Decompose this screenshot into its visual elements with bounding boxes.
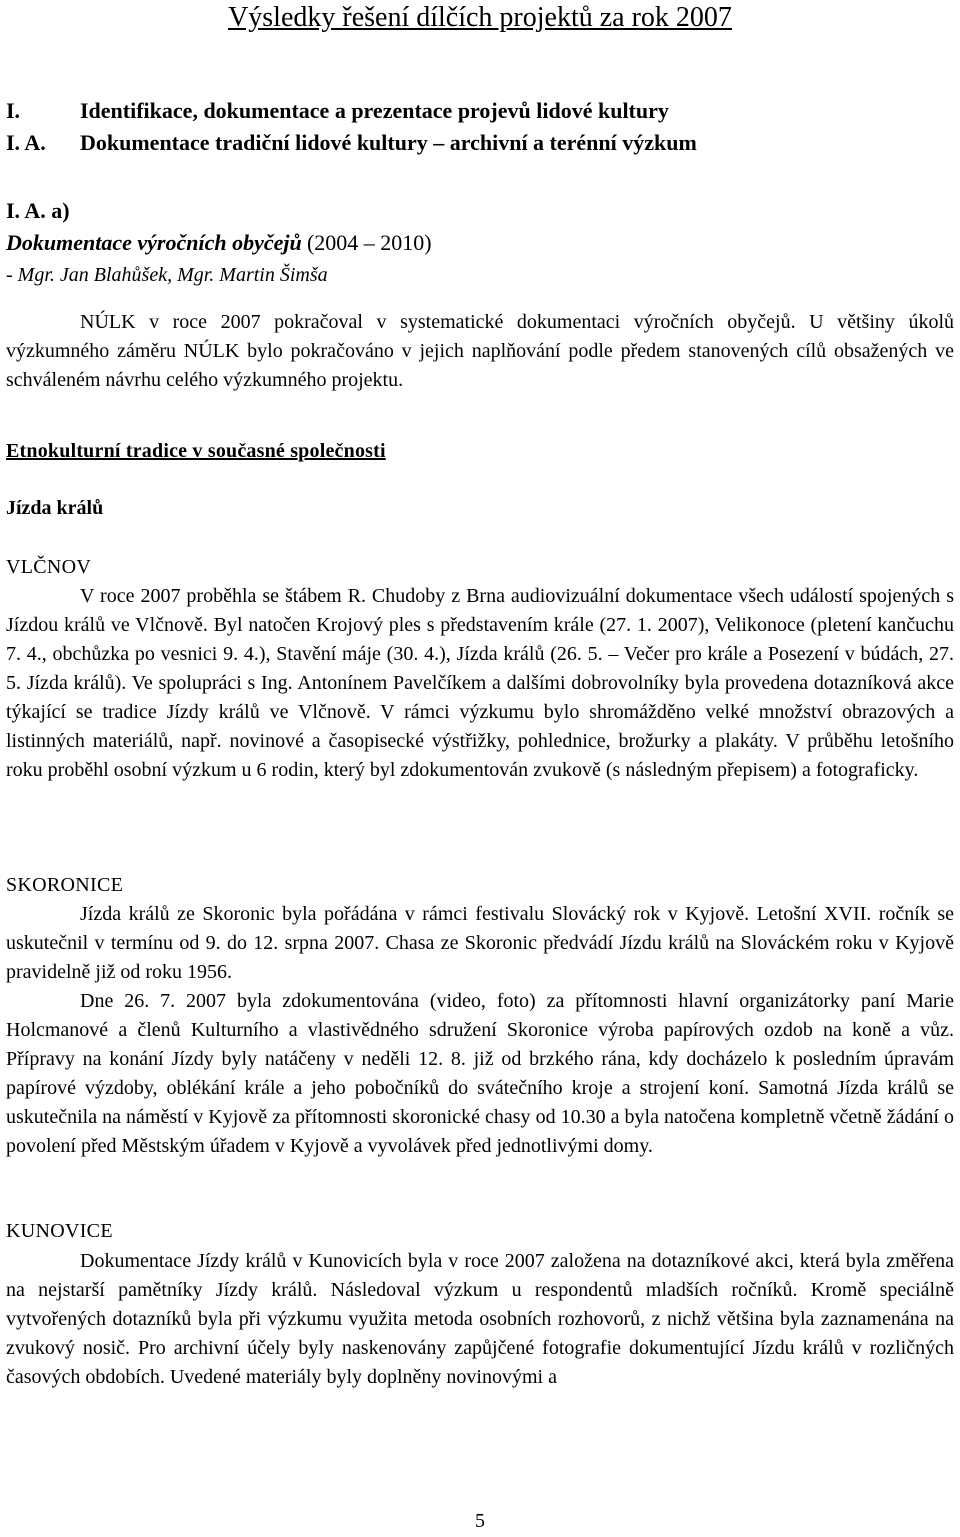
- section-heading-IA: [6, 130, 697, 156]
- intro-paragraph: NÚLK v roce 2007 pokračoval v systematické dokumentaci výročních obyčejů. U většiny úkolů výzkumného záměru NÚLK bylo pokračováno v jejich naplňování podle předem stanovených cílů obsažených ve schváleném návrhu celého výzkumného projektu.: [6, 311, 954, 391]
- paragraph-kunovice: Dokumentace Jízdy králů v Kunovicích byla v roce 2007 založena na dotazníkové akci, která byla změřena na nejstarší pamětníky Jízdy králů. Následoval výzkum u respondentů mladších ročníků. Kromě speciálně vytvořených dotazníků byla při výzkumu využita metoda osobních rozhovorů, z nichž většina byla zaznamenána na zvukový nosič. Pro archivní účely byly naskenovány zapůjčené fotografie dokumentující Jízdu králů v rozličných časových obdobích. Uvedené materiály byly doplněny novinovými a: [6, 1250, 954, 1388]
- paragraph-skoronice-1: Jízda králů ze Skoronic byla pořádána v rámci festivalu Slovácký rok v Kyjově. Letošní XVII. ročník se uskutečnil v termínu od 9. do 12. srpna 2007. Chasa ze Skoronic předvádí Jízdu králů na Slováckém roku v Kyjově pravidelně již od roku 1956.: [6, 903, 954, 983]
- heading-jizda-kralu: Jízda králů: [6, 497, 104, 519]
- section-number: I. A.: [6, 130, 46, 155]
- paragraph-skoronice-2: Dne 26. 7. 2007 byla zdokumentována (video, foto) za přítomnosti hlavní organizátorky paní Marie Holcmanové a členů Kulturního a vlastivědného sdružení Skoronice výroba papírových ozdob na koně a vůz. Přípravy na konání Jízdy byly natáčeny v neděli 12. 8. již od brzkého rána, kdy docházelo k posledním úpravám papírové výzdoby, oblékání krále a jeho pobočníků do svátečního kroje a strojení koní. Samotná Jízda králů se uskutečnila na náměstí v Kyjově za přítomnosti skoronické chasy od 10.30 a byla natočena kompletně včetně žádání o povolení před Městským úřadem v Kyjově a vyvolávek před jednotlivými domy.: [6, 990, 954, 1157]
- subsection-years: (2004 – 2010): [306, 230, 432, 255]
- page-title: Výsledky řešení dílčích projektů za rok 2007: [228, 2, 732, 33]
- subsection-title-text: Dokumentace výročních obyčejů: [6, 230, 302, 255]
- paragraph-vlcnov: V roce 2007 proběhla se štábem R. Chudoby z Brna audiovizuální dokumentace všech událostí spojených s Jízdou králů ve Vlčnově. Byl natočen Krojový ples s představením krále (27. 1. 2007), Velikonoce (pletení kančuchu 7. 4., obchůzka po vesnici 9. 4.), Stavění máje (30. 4.), Jízda králů (26. 5. – Večer pro krále a Posezení v búdách, 27. 5. Jízda králů). Ve spolupráci s Ing. Antonínem Pavelčíkem a dalšími dobrovolníky byla provedena dotazníková akce týkající se tradice Jízdy králů ve Vlčnově. V rámci výzkumu bylo shromážděno velké množství obrazových a listinných materiálů, např. novinové a časopisecké výstřižky, pohlednice, brožurky a plakáty. V průběhu letošního roku proběhl osobní výzkum u 6 rodin, který byl zdokumentován zvukově (s následným přepisem) a fotograficky.: [6, 585, 954, 781]
- subsection-label: I. A. a): [6, 198, 70, 223]
- section-number: I.: [6, 98, 21, 123]
- authors: - Mgr. Jan Blahůšek, Mgr. Martin Šimša: [6, 264, 328, 286]
- page-number: 5: [475, 1510, 485, 1532]
- section-text: Dokumentace tradiční lidové kultury – archivní a terénní výzkum: [80, 130, 697, 155]
- section-heading-I: [6, 98, 669, 124]
- heading-tradice: Etnokulturní tradice v současné společnosti: [6, 440, 386, 462]
- place-heading-kunovice: KUNOVICE: [6, 1220, 113, 1242]
- place-heading-skoronice: SKORONICE: [6, 874, 124, 896]
- subsection-title: [6, 230, 432, 256]
- place-heading-vlcnov: VLČNOV: [6, 556, 92, 578]
- section-text: Identifikace, dokumentace a prezentace projevů lidové kultury: [80, 98, 669, 123]
